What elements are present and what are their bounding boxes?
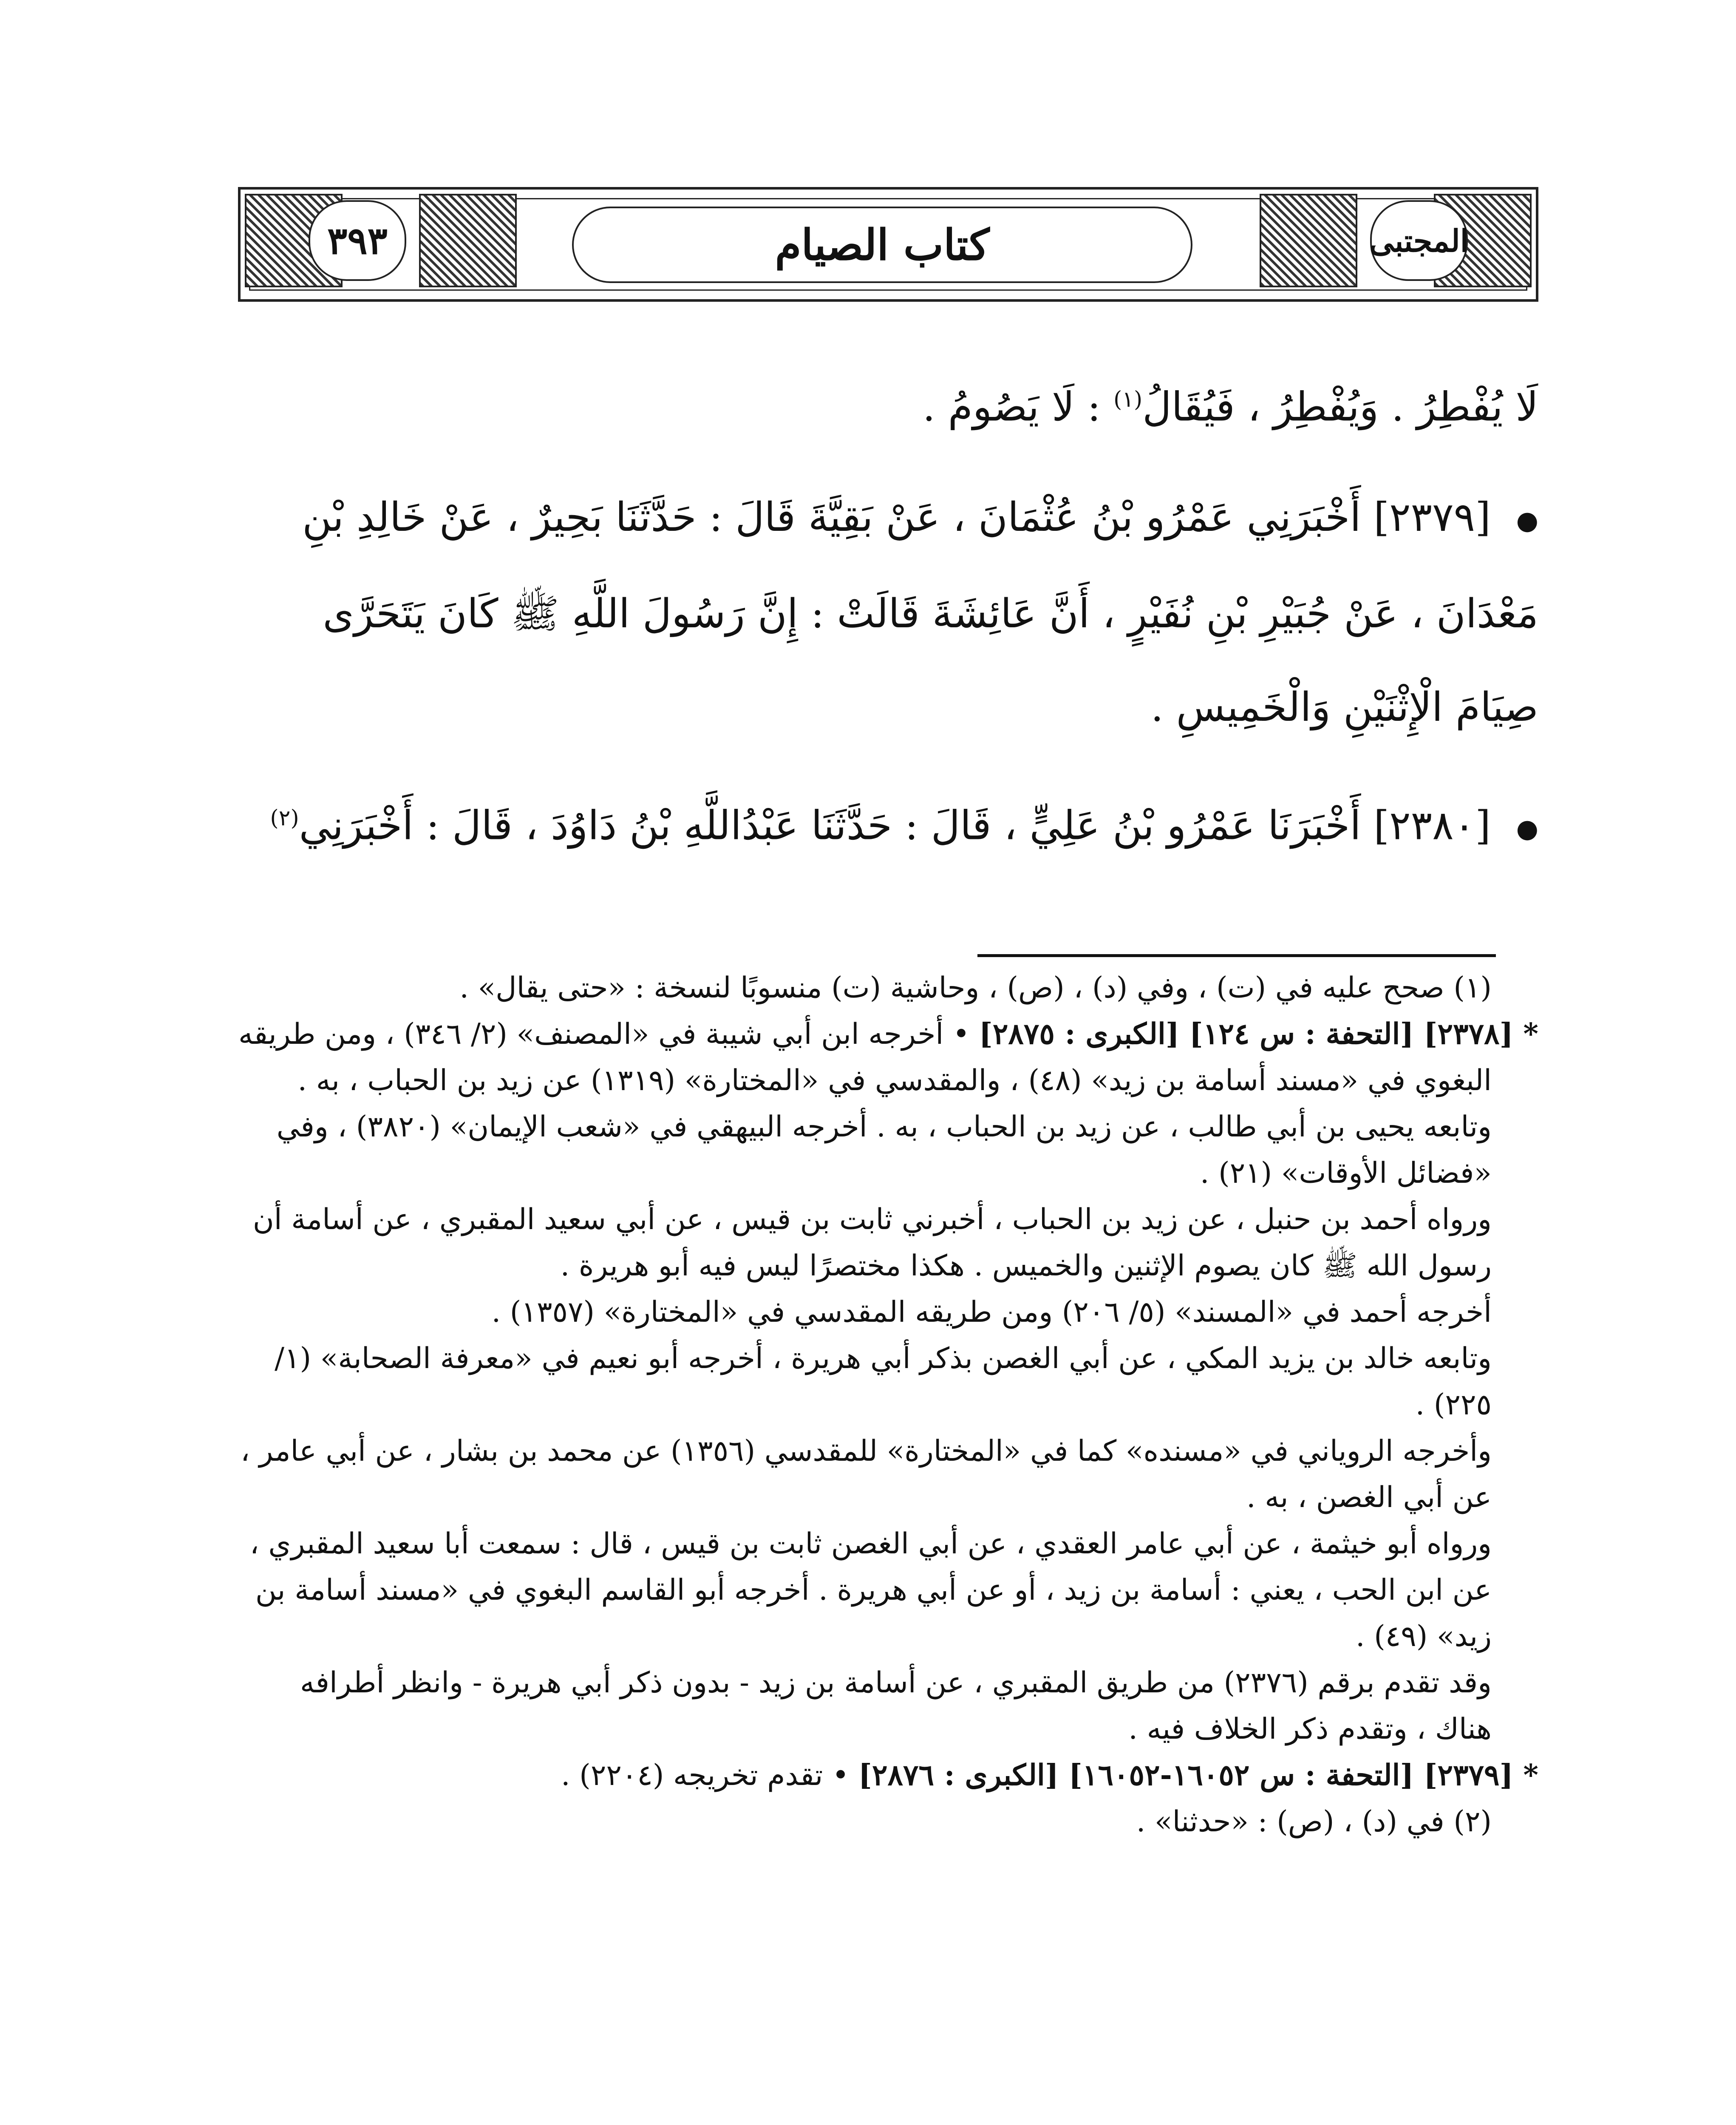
bullet-icon: ● bbox=[1516, 813, 1538, 844]
page-number: ٣٩٣ bbox=[309, 200, 406, 281]
takhrij-2378 bbox=[238, 1011, 1538, 1104]
footnote-separator bbox=[977, 954, 1496, 957]
footnote-ref-2: (٢) bbox=[270, 805, 299, 831]
chapter-title: كتاب الصيام bbox=[572, 207, 1192, 283]
footnote-paragraph: ورواه أحمد بن حنبل ، عن زيد بن الحباب ، أخبرني ثابت بن قيس ، عن أبي سعيد المقبري ، عن أسامة أن رسول الله ﷺ كان يصوم الإثنين والخميس . هكذا مختصرًا ليس فيه أبو هريرة . bbox=[252, 1203, 1492, 1283]
takhrij-head: * [٢٣٧٨] [التحفة : س ١٢٤] [الكبرى : ٢٨٧٥] bbox=[979, 1017, 1538, 1051]
hadith-number: [٢٣٨٠] bbox=[1374, 802, 1491, 849]
continuation-line bbox=[238, 353, 1538, 454]
footnotes bbox=[238, 965, 1538, 1845]
hadith-text: أَخْبَرَنِي عَمْرُو بْنُ عُثْمَانَ ، عَنْ بَقِيَّةَ قَالَ : حَدَّثَنَا بَحِيرٌ ، عَنْ خَالِدِ بْنِ مَعْدَانَ ، عَنْ جُبَيْرِ بْنِ نُفَيْرٍ ، أَنَّ عَائِشَةَ قَالَتْ : إِنَّ رَسُولَ اللَّهِ ﷺ كَانَ يَتَحَرَّى صِيَامَ الْإِثْنَيْنِ وَالْخَمِيسِ . bbox=[302, 494, 1538, 731]
hadith-2379 bbox=[238, 471, 1538, 754]
hadith-text: أَخْبَرَنَا عَمْرُو بْنُ عَلِيٍّ ، قَالَ : حَدَّثَنَا عَبْدُاللَّهِ بْنُ دَاوُدَ ، قَالَ : أَخْبَرَنِي bbox=[299, 802, 1361, 849]
takhrij-body: • أخرجه ابن أبي شيبة في «المصنف» (٢/ ٣٤٦) ، ومن طريقه البغوي في «مسند أسامة بن زيد» (٤٨) ، والمقدسي في «المختارة» (١٣١٩) عن زيد بن الحباب ، به . bbox=[238, 1017, 1492, 1097]
book-title-badge: المجتبى bbox=[1370, 200, 1468, 281]
bullet-icon: ● bbox=[1516, 505, 1538, 536]
footnote-2: (٢) في (د) ، (ص) : «حدثنا» . bbox=[1136, 1805, 1492, 1839]
footnote-paragraph: وقد تقدم برقم (٢٣٧٦) من طريق المقبري ، عن أسامة بن زيد - بدون ذكر أبي هريرة - وانظر أطرافه هناك ، وتقدم ذكر الخلاف فيه . bbox=[300, 1666, 1492, 1746]
footnote-paragraph: أخرجه أحمد في «المسند» (٥/ ٢٠٦) ومن طريقه المقدسي في «المختارة» (١٣٥٧) . bbox=[491, 1295, 1492, 1329]
main-text bbox=[238, 353, 1538, 892]
footnote-ref-1: (١) bbox=[1113, 387, 1143, 412]
takhrij-2379 bbox=[238, 1752, 1538, 1799]
footnote-paragraph: وتابعه خالد بن يزيد المكي ، عن أبي الغصن بذكر أبي هريرة ، أخرجه أبو نعيم في «معرفة الصحابة» (١/ ٢٢٥) . bbox=[275, 1342, 1492, 1422]
ornament-left-inner bbox=[419, 194, 517, 287]
takhrij-head: * [٢٣٧٩] [التحفة : س ١٦٠٥٢-١٦٠٥٢] [الكبرى : ٢٨٧٦] bbox=[858, 1758, 1538, 1792]
footnote-paragraph: وأخرجه الروياني في «مسنده» كما في «المختارة» للمقدسي (١٣٥٦) عن محمد بن بشار ، عن أبي عامر ، عن أبي الغصن ، به . bbox=[241, 1434, 1492, 1514]
page-header bbox=[238, 187, 1538, 302]
ornament-right-inner bbox=[1260, 194, 1357, 287]
takhrij-body: • تقدم تخريجه (٢٢٠٤) . bbox=[561, 1759, 850, 1792]
continuation-text: لَا يُفْطِرُ . وَيُفْطِرُ ، فَيُقَالُ bbox=[1142, 384, 1538, 431]
footnote-paragraph: ورواه أبو خيثمة ، عن أبي عامر العقدي ، عن أبي الغصن ثابت بن قيس ، قال : سمعت أبا سعيد المقبري ، عن ابن الحب ، يعني : أسامة بن زيد ، أو عن أبي هريرة . أخرجه أبو القاسم البغوي في «مسند أسامة بن زيد» (٤٩) . bbox=[249, 1527, 1492, 1653]
footnote-paragraph: وتابعه يحيى بن أبي طالب ، عن زيد بن الحباب ، به . أخرجه البيهقي في «شعب الإيمان» (٣٨٢٠) ، وفي «فضائل الأوقات» (٢١) . bbox=[276, 1110, 1492, 1190]
footnote-1: (١) صحح عليه في (ت) ، وفي (د) ، (ص) ، وحاشية (ت) منسوبًا لنسخة : «حتى يقال» . bbox=[459, 971, 1492, 1005]
hadith-number: [٢٣٧٩] bbox=[1374, 494, 1491, 541]
continuation-end: : لَا يَصُومُ . bbox=[922, 384, 1101, 431]
hadith-2380 bbox=[238, 771, 1538, 876]
